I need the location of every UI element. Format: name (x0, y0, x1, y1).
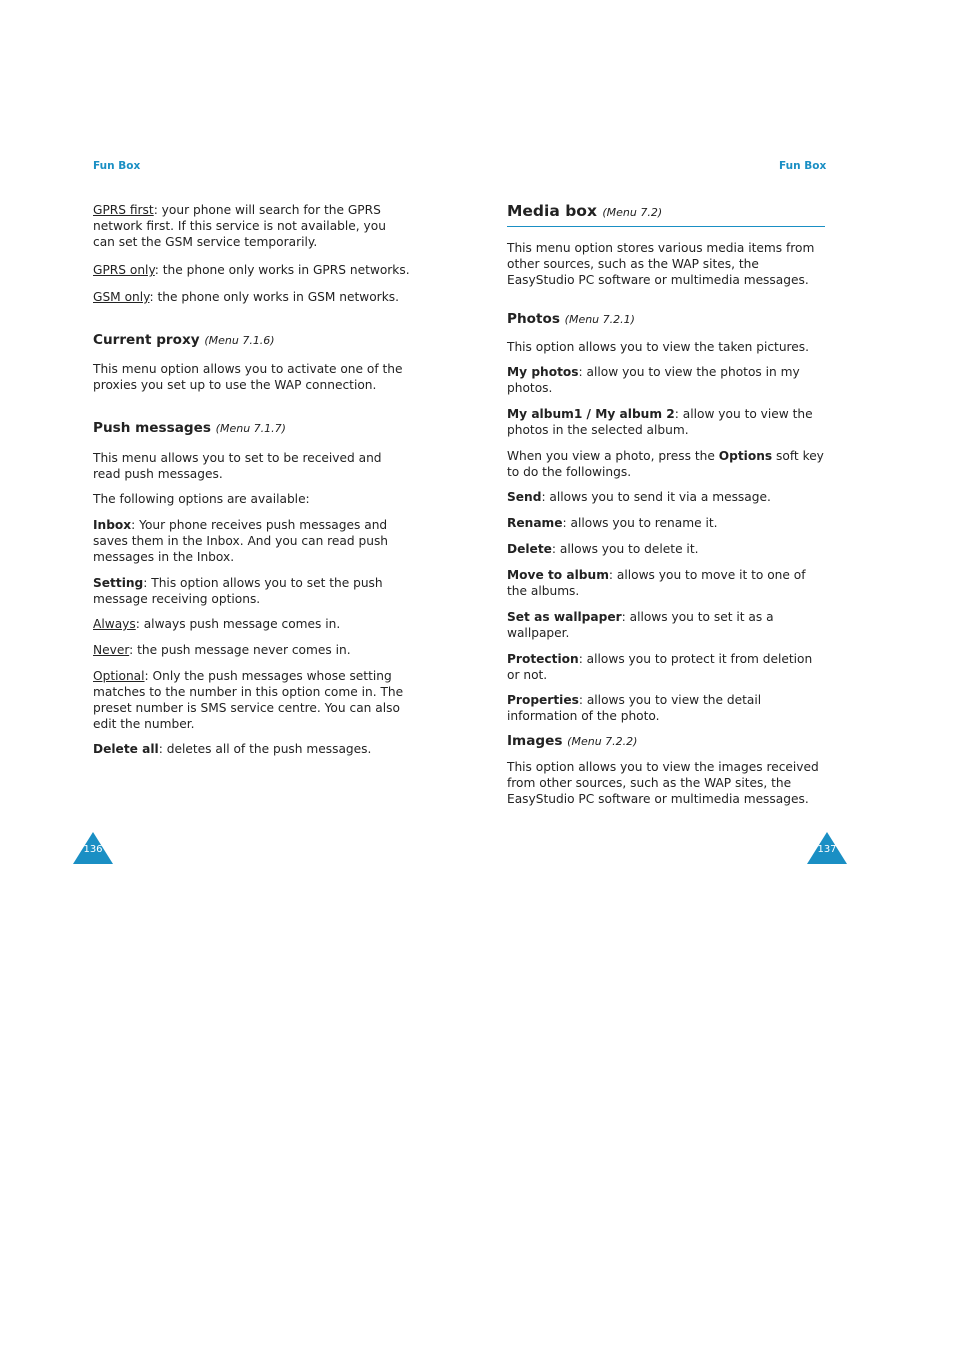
page-number-right-label: 137 (817, 844, 837, 855)
images-menu-ref: (Menu 7.2.2) (567, 735, 638, 748)
protection-para: Protection: allows you to protect it from deletion or not. (507, 652, 813, 682)
gprs-only-term: GPRS only (93, 263, 155, 277)
media-box-heading: Media box (Menu 7.2) (507, 200, 825, 227)
running-head-left: Fun Box (93, 160, 141, 172)
page-number-right (807, 832, 847, 864)
delete-term: Delete (507, 542, 552, 556)
properties-term: Properties (507, 693, 579, 707)
optional-term: Optional (93, 669, 145, 683)
left-column (93, 200, 411, 757)
setting-para: Setting: This option allows you to set the push message receiving options. (93, 576, 383, 606)
right-column (507, 200, 825, 807)
wallpaper-term: Set as wallpaper (507, 610, 622, 624)
photos-heading: Photos (Menu 7.2.1) (507, 311, 635, 327)
rename-para: Rename: allows you to rename it. (507, 516, 718, 530)
my-album-para: My album1 / My album 2: allow you to view the photos in the selected album. (507, 407, 813, 437)
delete-para: Delete: allows you to delete it. (507, 542, 699, 556)
gprs-first-para: GPRS first: your phone will search for the GPRS network first. If this service is not available, you can set the GSM service temporarily. (93, 203, 386, 249)
setting-term: Setting (93, 576, 144, 590)
media-box-text: This menu option stores various media items from other sources, such as the WAP sites, the EasyStudio PC software or multimedia messages. (507, 241, 815, 287)
my-photos-term: My photos (507, 365, 579, 379)
properties-para: Properties: allows you to view the detail information of the photo. (507, 693, 762, 723)
running-head-right: Fun Box (779, 160, 827, 172)
always-para: Always: always push message comes in. (93, 617, 341, 631)
wallpaper-para: Set as wallpaper: allows you to set it as a wallpaper. (507, 610, 774, 640)
move-to-album-term: Move to album (507, 568, 609, 582)
current-proxy-text: This menu option allows you to activate one of the proxies you set up to use the WAP connection. (93, 362, 403, 392)
never-term: Never (93, 643, 130, 657)
photos-intro: This option allows you to view the taken pictures. (507, 340, 810, 354)
page-number-left (73, 832, 113, 864)
push-messages-menu-ref: (Menu 7.1.7) (215, 422, 286, 435)
move-to-album-para: Move to album: allows you to move it to one of the albums. (507, 568, 806, 598)
never-para: Never: the push message never comes in. (93, 643, 351, 657)
images-heading: Images (Menu 7.2.2) (507, 733, 638, 749)
protection-term: Protection (507, 652, 579, 666)
inbox-term: Inbox (93, 518, 132, 532)
options-term: Options (718, 449, 773, 463)
photos-menu-ref: (Menu 7.2.1) (564, 313, 635, 326)
my-photos-para: My photos: allow you to view the photos in my photos. (507, 365, 800, 395)
current-proxy-heading: Current proxy (Menu 7.1.6) (93, 332, 275, 348)
my-album-term: My album1 / My album 2 (507, 407, 675, 421)
push-intro: This menu allows you to set to be received and read push messages. (93, 451, 382, 481)
send-term: Send (507, 490, 542, 504)
always-term: Always (93, 617, 136, 631)
gprs-only-para: GPRS only: the phone only works in GPRS networks. (93, 263, 410, 277)
rename-term: Rename (507, 516, 563, 530)
push-messages-heading: Push messages (Menu 7.1.7) (93, 420, 286, 436)
optional-para: Optional: Only the push messages whose setting matches to the number in this option come in. The preset number is SMS service centre. You can also edit the number. (93, 669, 404, 731)
page-number-left-label: 136 (83, 844, 103, 855)
push-options-intro: The following options are available: (93, 492, 310, 506)
gprs-first-term: GPRS first (93, 203, 154, 217)
current-proxy-menu-ref: (Menu 7.1.6) (204, 334, 275, 347)
gsm-only-para: GSM only: the phone only works in GSM networks. (93, 290, 399, 304)
delete-all-term: Delete all (93, 742, 159, 756)
options-para: When you view a photo, press the Options soft key to do the followings. (507, 449, 824, 479)
gsm-only-term: GSM only (93, 290, 150, 304)
media-box-menu-ref: (Menu 7.2) (602, 206, 663, 219)
send-para: Send: allows you to send it via a message. (507, 490, 771, 504)
inbox-para: Inbox: Your phone receives push messages and saves them in the Inbox. And you can read push messages in the Inbox. (93, 518, 389, 564)
delete-all-para: Delete all: deletes all of the push messages. (93, 742, 372, 756)
images-text: This option allows you to view the images received from other sources, such as the WAP sites, the EasyStudio PC software or multimedia messages. (507, 760, 819, 806)
